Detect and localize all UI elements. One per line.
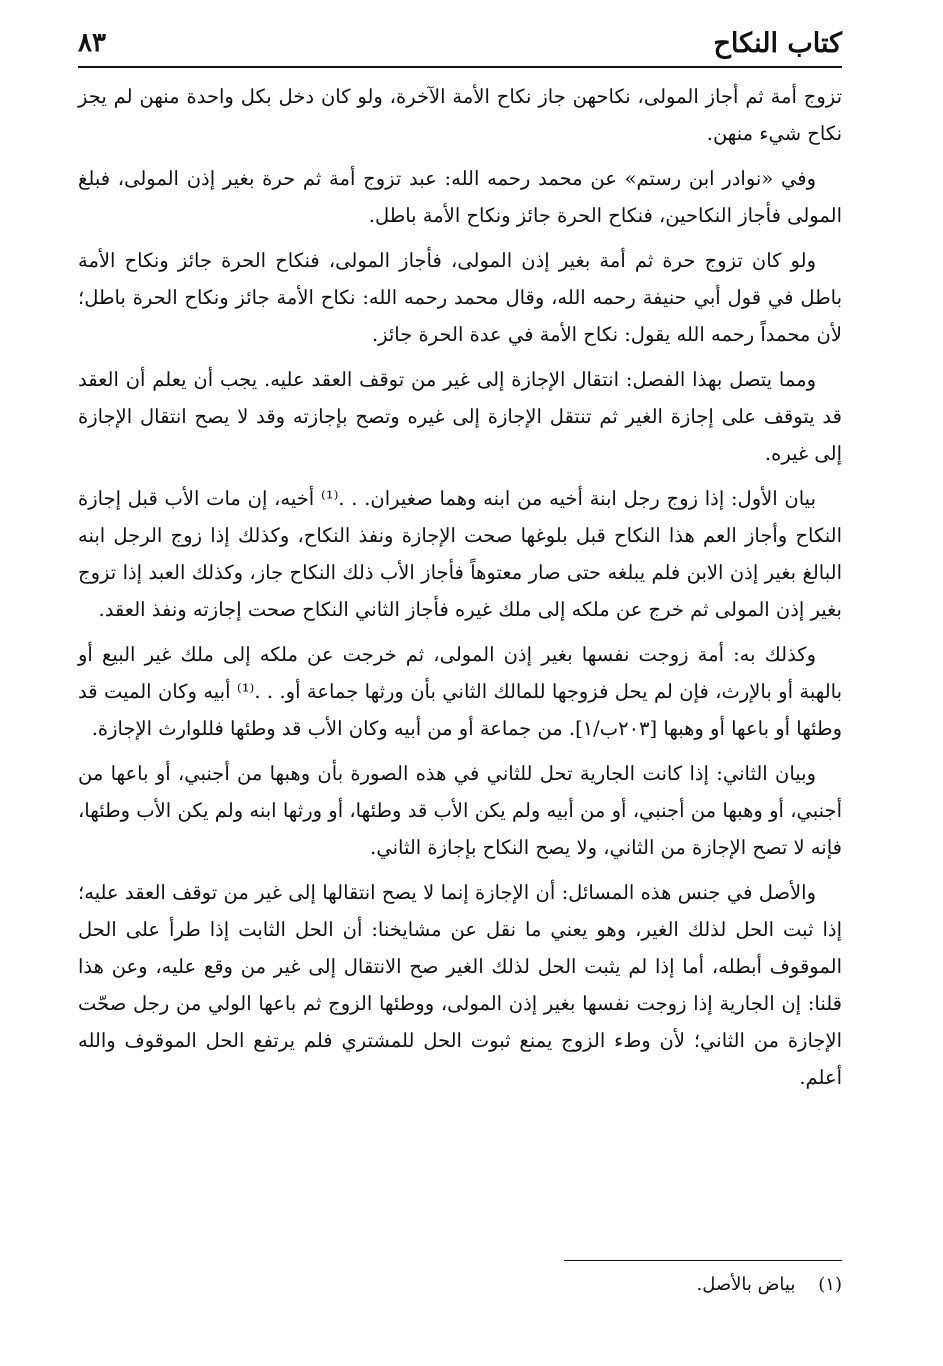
footnote-text: بياض بالأصل. xyxy=(696,1274,796,1295)
paragraph-8: والأصل في جنس هذه المسائل: أن الإجازة إنما لا يصح انتقالها إلى غير من توقف العقد عليه؛ إذا ثبت الحل لذلك الغير، وهو يعني ما نقل عن مشايخنا: أن الحل الثابت إذا طرأ على الحل الموقوف أبطله، أما إذا لم يثبت الحل لذلك الغير صح الانتقال إلى غير من وقع عليه، وعن هذا قلنا: إن الجارية إذا زوجت نفسها بغير إذن المولى، ووطئها الزوج ثم باعها الولي من رجل صحّت الإجازة من الثاني؛ لأن وطء الزوج يمنع ثبوت الحل للمشتري فلم يرتفع الحل الموقوف والله أعلم. xyxy=(78,881,842,1089)
main-text xyxy=(78,78,842,1104)
header-divider xyxy=(78,66,842,68)
paragraph-1: تزوج أمة ثم أجاز المولى، نكاحهن جاز نكاح الأمة الآخرة، ولو كان دخل بكل واحدة منهن لم يجز نكاح شيء منهن. xyxy=(78,85,842,145)
paragraph-3: ولو كان تزوج حرة ثم أمة بغير إذن المولى، فأجاز المولى، فنكاح الحرة جائز ونكاح الأمة باطل في قول أبي حنيفة رحمه الله، وقال محمد رحمه الله: نكاح الأمة جائز ونكاح الحرة باطل؛ لأن محمداً رحمه الله يقول: نكاح الأمة في عدة الحرة جائز. xyxy=(78,249,842,346)
footnote-divider xyxy=(564,1260,842,1261)
footnote-number: (١) xyxy=(818,1274,842,1295)
paragraph-4: ومما يتصل بهذا الفصل: انتقال الإجازة إلى غير من توقف العقد عليه. يجب أن يعلم أن العقد قد يتوقف على إجازة الغير ثم تنتقل الإجازة إلى غيره وتصح بإجازته وقد لا يصح انتقال الإجازة إلى غيره. xyxy=(78,368,842,465)
book-title: كتاب النكاح xyxy=(713,28,842,59)
paragraph-7: وبيان الثاني: إذا كانت الجارية تحل للثاني في هذه الصورة بأن وهبها من أجنبي، أو باعها من أجنبي، أو وهبها من أجنبي، أو من أبيه ولم يكن الأب قد وطئها، أو ورثها ابنه ولم يكن الأب وطئها، فإنه لا تصح الإجازة من الثاني، ولا يصح النكاح بإجازة الثاني. xyxy=(78,762,842,859)
footnote xyxy=(697,1274,842,1295)
paragraph-2: وفي «نوادر ابن رستم» عن محمد رحمه الله: عبد تزوج أمة ثم حرة بغير إذن المولى، فبلغ المولى فأجاز النكاحين، فنكاح الحرة جائز ونكاح الأمة باطل. xyxy=(78,167,842,227)
page-header xyxy=(78,28,842,68)
paragraph-5: بيان الأول: إذا زوج رجل ابنة أخيه من ابنه وهما صغيران. . .⁽¹⁾ أخيه، إن مات الأب قبل إجازة النكاح وأجاز العم هذا النكاح قبل بلوغها صحت الإجازة ونفذ النكاح، وكذلك إذا زوج الرجل ابنه البالغ بغير إذن الابن فلم يبلغه حتى صار معتوهاً فأجاز الأب ذلك النكاح جاز، وكذلك العبد إذا تزوج بغير إذن المولى ثم خرج عن ملكه إلى ملك غيره فأجاز الثاني النكاح صحت إجازته ونفذ العقد. xyxy=(78,487,842,621)
paragraph-6: وكذلك به: أمة زوجت نفسها بغير إذن المولى، ثم خرجت عن ملكه إلى ملك غير البيع أو بالهبة أو بالإرث، فإن لم يحل فزوجها للمالك الثاني بأن ورثها جماعة أو. . .⁽¹⁾ أبيه وكان الميت قد وطئها أو باعها أو وهبها [٢٠٣ب/١]. من جماعة أو من أبيه وكان الأب قد وطئها فللوارث الإجازة. xyxy=(78,643,843,740)
page-number: ٨٣ xyxy=(78,28,106,58)
